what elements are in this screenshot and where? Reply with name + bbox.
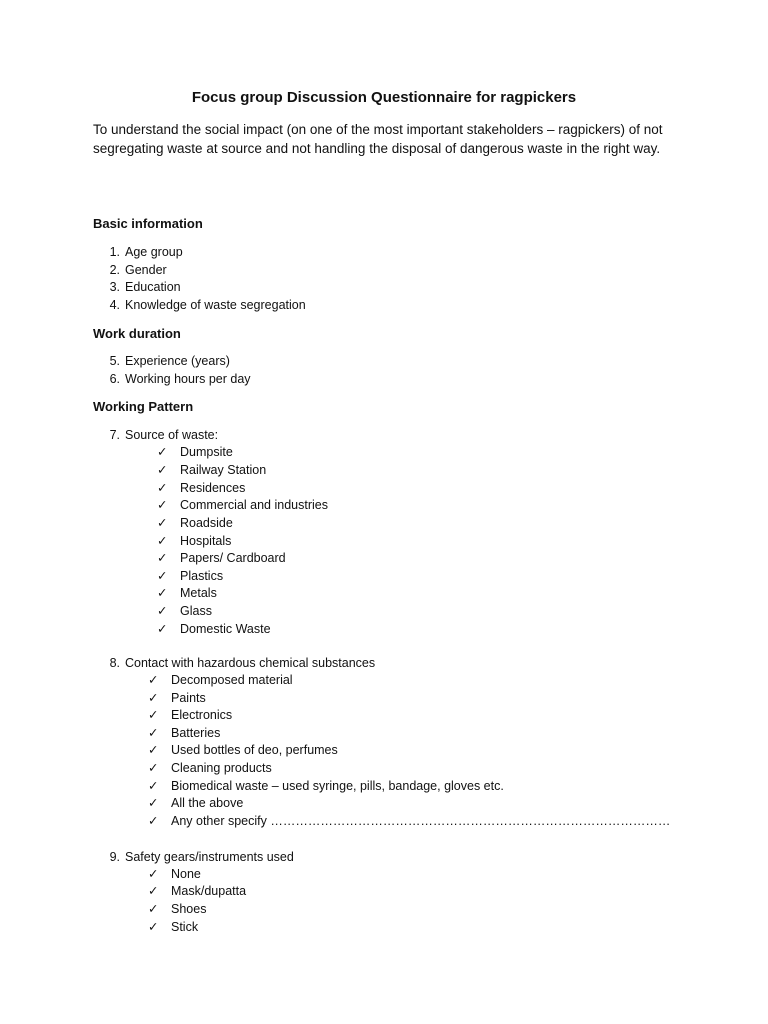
document-title: Focus group Discussion Questionnaire for ragpickers (191, 89, 577, 106)
checkmark-icon: ✓ (157, 534, 168, 548)
question-text: Experience (years) (125, 354, 230, 368)
question-text: Age group (125, 245, 183, 259)
question-text: Working hours per day (125, 372, 251, 386)
section-heading-basic-information: Basic information (93, 216, 203, 231)
question-number: 5. (109, 354, 120, 368)
question-number: 6. (109, 372, 120, 386)
checkmark-icon: ✓ (148, 902, 159, 916)
checkmark-icon: ✓ (148, 796, 159, 810)
question-number: 2. (109, 263, 120, 277)
checkmark-icon: ✓ (148, 761, 159, 775)
checkmark-icon: ✓ (157, 622, 168, 636)
question-text: Source of waste: (125, 428, 219, 442)
question-text: Gender (125, 263, 167, 277)
checkmark-icon: ✓ (148, 726, 159, 740)
checkmark-icon: ✓ (157, 445, 168, 459)
checkmark-icon: ✓ (157, 569, 168, 583)
question-number: 4. (109, 298, 120, 312)
checkmark-icon: ✓ (148, 743, 159, 757)
checkmark-icon: ✓ (157, 516, 168, 530)
question-number: 3. (109, 280, 120, 294)
document-page: Focus group Discussion Questionnaire for ragpickers To understand the social impact (on one of the most important stakeholders – ragpickers) of not segregating waste at source and not handling the disposal of dangerous waste in the right way. Basic information 1. Age group 2. Gender 3. Education 4. Knowledge of waste segregation Work duration 5. Experience (years) 6. Working hours per day Working Pattern 7. Source of waste: ✓ Dumpsite ✓ Railway Station ✓ Residences ✓ Commercial and industries ✓ Roadside ✓ Hospitals ✓ Papers/ Cardboard ✓ Plastics ✓ Metals ✓ Glass ✓ Domestic Waste 8. Contact with hazardous chemical substances ✓ Decomposed material ✓ Paints ✓ Electronics ✓ Batteries ✓ Used bottles of deo, perfumes ✓ Cleaning products ✓ Biomedical waste – used syringe, pills, bandage, gloves etc. ✓ All the above ✓ Any other specify …………………………………………………………………………………… 9. Safety gears/instruments used ✓ None ✓ Mask/dupatta ✓ Shoes ✓ Stick (0, 0, 768, 1024)
checkmark-icon: ✓ (157, 481, 168, 495)
checkmark-icon: ✓ (148, 779, 159, 793)
checkmark-icon: ✓ (148, 867, 159, 881)
checkmark-icon: ✓ (148, 691, 159, 705)
question-text: Contact with hazardous chemical substances (125, 656, 376, 670)
checkmark-icon: ✓ (157, 463, 168, 477)
checkmark-icon: ✓ (148, 673, 159, 687)
question-text: Knowledge of waste segregation (125, 298, 306, 312)
checkmark-icon: ✓ (148, 920, 159, 934)
question-number: 1. (109, 245, 120, 259)
intro-paragraph: To understand the social impact (on one of the most important stakeholders – ragpickers) of not segregating waste at source and not handling the disposal of dangerous waste in the right way. (93, 122, 663, 156)
checkmark-icon: ✓ (148, 708, 159, 722)
checkmark-icon: ✓ (157, 551, 168, 565)
question-number: 8. (109, 656, 120, 670)
checkmark-icon: ✓ (157, 604, 168, 618)
checkmark-icon: ✓ (148, 884, 159, 898)
section-heading-working-pattern: Working Pattern (93, 399, 194, 414)
question-number: 7. (109, 428, 120, 442)
question-number: 9. (109, 850, 120, 864)
checkmark-icon: ✓ (157, 586, 168, 600)
section-heading-work-duration: Work duration (93, 326, 181, 341)
question-text: Safety gears/instruments used (125, 850, 294, 864)
checkmark-icon: ✓ (148, 814, 159, 828)
question-text: Education (125, 280, 181, 294)
checkmark-icon: ✓ (157, 498, 168, 512)
